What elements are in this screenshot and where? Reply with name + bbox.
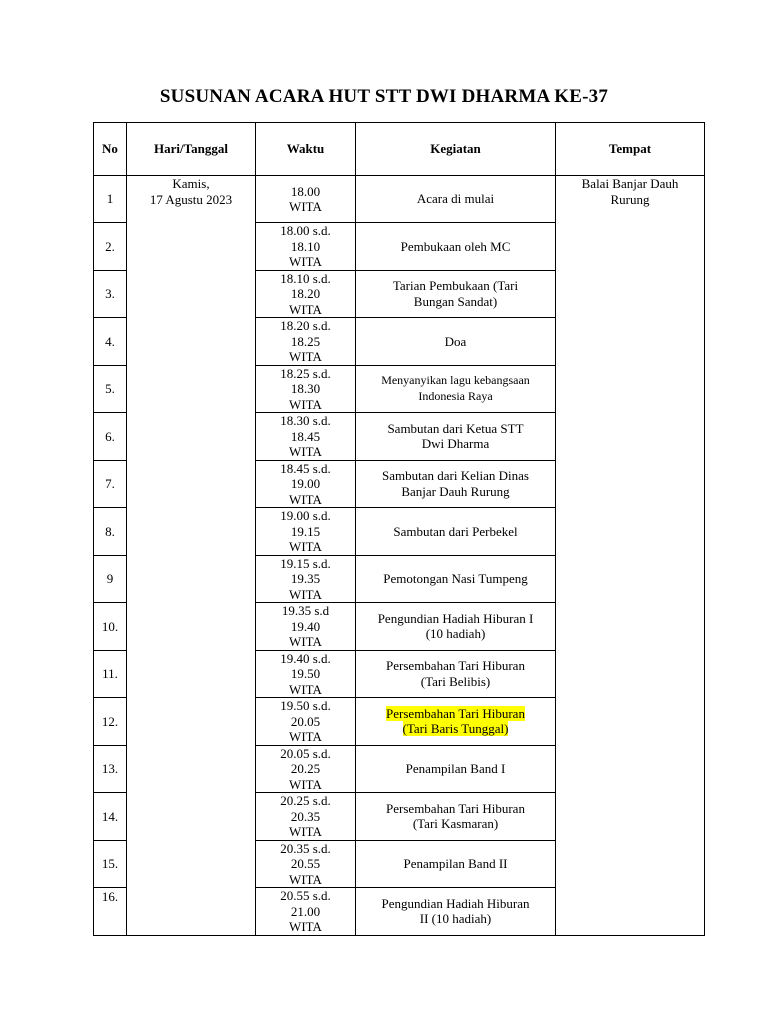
kegiatan-line: (10 hadiah): [425, 626, 486, 642]
waktu-line: 18.45: [290, 428, 321, 444]
row-number: 5.: [94, 365, 127, 413]
waktu-line: 19.00: [290, 476, 321, 491]
kegiatan-line: Persembahan Tari Hiburan: [386, 705, 525, 721]
tempat-line: Rurung: [610, 191, 650, 207]
waktu-cell: [256, 555, 356, 603]
waktu-line: 19.15: [290, 523, 321, 539]
kegiatan-cell: [356, 650, 556, 698]
schedule-body: [94, 176, 705, 936]
kegiatan-line: Pembukaan oleh MC: [400, 238, 511, 254]
waktu-line: 20.05 s.d.: [280, 745, 331, 761]
header-hari-tanggal: Hari/Tanggal: [127, 123, 256, 176]
waktu-line: 20.55 s.d.: [280, 888, 331, 903]
waktu-line: 18.25 s.d.: [280, 365, 331, 381]
waktu-line: 18.25: [290, 333, 321, 349]
row-number: 16.: [94, 888, 127, 936]
kegiatan-line: Penampilan Band I: [405, 761, 506, 776]
waktu-line: WITA: [289, 396, 322, 412]
kegiatan-cell: [356, 223, 556, 271]
kegiatan-line: II (10 hadiah): [419, 911, 492, 927]
kegiatan-line: Doa: [444, 333, 467, 349]
kegiatan-line: Penampilan Band II: [403, 856, 508, 871]
hari-tanggal-line: Kamis,: [172, 176, 210, 191]
waktu-line: 18.45 s.d.: [280, 460, 331, 476]
row-number: 6.: [94, 413, 127, 461]
kegiatan-line: Sambutan dari Perbekel: [393, 523, 518, 539]
kegiatan-line: Sambutan dari Kelian Dinas: [382, 468, 529, 484]
waktu-line: WITA: [289, 199, 322, 214]
kegiatan-line: Banjar Dauh Rurung: [401, 483, 510, 499]
kegiatan-cell: [356, 793, 556, 841]
kegiatan-cell: [356, 413, 556, 461]
waktu-cell: [256, 270, 356, 318]
table-header-row: [94, 123, 705, 176]
kegiatan-cell: [356, 508, 556, 556]
waktu-cell: [256, 223, 356, 271]
kegiatan-cell: [356, 270, 556, 318]
waktu-line: 18.00 s.d.: [280, 223, 331, 238]
kegiatan-cell: [356, 365, 556, 413]
waktu-cell: [256, 176, 356, 223]
waktu-line: 19.35 s.d: [281, 603, 330, 618]
waktu-line: 19.40 s.d.: [280, 650, 331, 666]
kegiatan-line: Indonesia Raya: [418, 388, 493, 403]
kegiatan-line: Bungan Sandat): [413, 293, 498, 309]
hari-tanggal-cell: [127, 176, 256, 936]
waktu-cell: [256, 508, 356, 556]
waktu-line: 20.25: [290, 761, 321, 776]
waktu-line: WITA: [289, 681, 322, 697]
row-number: 3.: [94, 270, 127, 318]
waktu-line: WITA: [289, 586, 322, 602]
waktu-cell: [256, 365, 356, 413]
waktu-line: 19.40: [290, 618, 321, 634]
waktu-line: WITA: [289, 539, 322, 554]
kegiatan-cell: [356, 460, 556, 508]
waktu-line: 18.30: [290, 381, 321, 396]
hari-tanggal-line: 17 Agustu 2023: [149, 191, 233, 207]
waktu-line: 19.50: [290, 666, 321, 681]
kegiatan-cell: [356, 888, 556, 936]
kegiatan-line: Dwi Dharma: [421, 436, 490, 452]
kegiatan-line: (Tari Baris Tunggal): [402, 721, 509, 737]
kegiatan-cell: [356, 603, 556, 651]
waktu-cell: [256, 460, 356, 508]
waktu-cell: [256, 603, 356, 651]
kegiatan-line: Pemotongan Nasi Tumpeng: [383, 571, 528, 586]
waktu-line: WITA: [289, 729, 322, 744]
waktu-line: WITA: [289, 349, 322, 364]
kegiatan-line: Sambutan dari Ketua STT: [387, 420, 524, 436]
table-row: [94, 176, 705, 223]
row-number: 13.: [94, 745, 127, 793]
row-number: 2.: [94, 223, 127, 271]
waktu-line: WITA: [289, 824, 322, 839]
kegiatan-cell: [356, 698, 556, 746]
waktu-cell: [256, 698, 356, 746]
waktu-line: WITA: [289, 634, 322, 649]
waktu-line: 19.00 s.d.: [280, 508, 331, 523]
row-number: 9: [94, 555, 127, 603]
kegiatan-line: Pengundian Hadiah Hiburan: [381, 895, 530, 911]
kegiatan-line: (Tari Kasmaran): [412, 816, 499, 832]
waktu-cell: [256, 745, 356, 793]
row-number: 12.: [94, 698, 127, 746]
waktu-line: WITA: [289, 491, 322, 507]
waktu-line: WITA: [289, 301, 322, 317]
waktu-line: 20.55: [290, 856, 321, 871]
waktu-line: WITA: [289, 871, 322, 887]
waktu-line: WITA: [289, 444, 322, 459]
page-title: SUSUNAN ACARA HUT STT DWI DHARMA KE-37: [159, 86, 609, 107]
tempat-cell: [556, 176, 705, 936]
waktu-line: 20.35 s.d.: [280, 840, 331, 856]
kegiatan-line: Tarian Pembukaan (Tari: [392, 278, 519, 294]
waktu-line: 18.20: [290, 286, 321, 301]
kegiatan-cell: [356, 840, 556, 888]
waktu-line: 18.10: [290, 238, 321, 254]
waktu-line: 19.35: [290, 571, 321, 586]
waktu-line: 18.20 s.d.: [280, 318, 331, 333]
row-number: 8.: [94, 508, 127, 556]
waktu-line: WITA: [289, 254, 322, 269]
waktu-line: 19.50 s.d.: [280, 698, 331, 713]
kegiatan-line: Persembahan Tari Hiburan: [386, 800, 525, 816]
row-number: 14.: [94, 793, 127, 841]
row-number: 7.: [94, 460, 127, 508]
kegiatan-cell: [356, 555, 556, 603]
row-number: 11.: [94, 650, 127, 698]
row-number: 4.: [94, 318, 127, 366]
waktu-line: WITA: [289, 919, 322, 934]
waktu-line: 20.05: [290, 713, 321, 729]
kegiatan-line: Persembahan Tari Hiburan: [386, 658, 525, 674]
highlighted-text: [359, 706, 552, 737]
waktu-line: 20.25 s.d.: [280, 793, 331, 808]
header-tempat: Tempat: [556, 123, 705, 176]
waktu-cell: [256, 413, 356, 461]
waktu-cell: [256, 793, 356, 841]
waktu-line: 18.10 s.d.: [280, 270, 331, 286]
row-number: 1: [94, 176, 127, 223]
kegiatan-cell: [356, 176, 556, 223]
waktu-line: 18.30 s.d.: [280, 413, 331, 428]
tempat-line: Balai Banjar Dauh: [581, 176, 679, 191]
waktu-line: WITA: [289, 776, 322, 792]
header-waktu: Waktu: [256, 123, 356, 176]
kegiatan-line: Menyanyikan lagu kebangsaan: [381, 373, 530, 388]
header-kegiatan: Kegiatan: [356, 123, 556, 176]
kegiatan-line: Pengundian Hadiah Hiburan I: [377, 610, 534, 626]
kegiatan-cell: [356, 318, 556, 366]
kegiatan-line: (Tari Belibis): [420, 673, 491, 689]
schedule-table: [93, 122, 705, 936]
row-number: 10.: [94, 603, 127, 651]
row-number: 15.: [94, 840, 127, 888]
header-no: No: [94, 123, 127, 176]
waktu-line: 20.35: [290, 808, 321, 824]
kegiatan-line: Acara di mulai: [416, 191, 495, 207]
waktu-cell: [256, 650, 356, 698]
waktu-line: 19.15 s.d.: [280, 555, 331, 571]
waktu-cell: [256, 318, 356, 366]
waktu-cell: [256, 888, 356, 936]
waktu-cell: [256, 840, 356, 888]
kegiatan-cell: [356, 745, 556, 793]
waktu-line: 18.00: [290, 183, 321, 199]
waktu-line: 21.00: [290, 903, 321, 919]
